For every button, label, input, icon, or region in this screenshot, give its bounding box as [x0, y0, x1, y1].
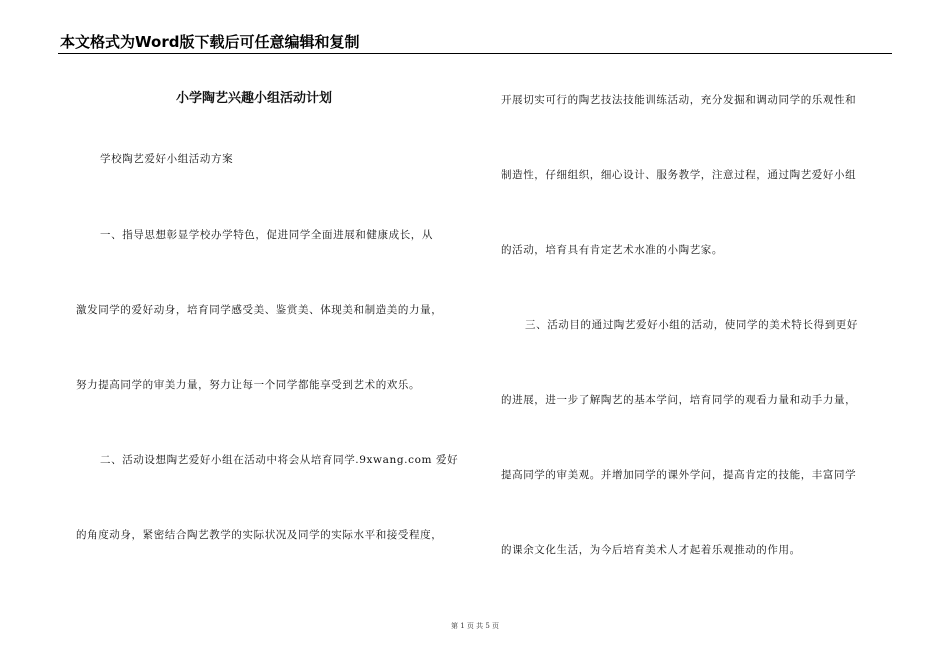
left-column-line: 一、指导思想彰显学校办学特色，促进同学全面进展和健康成长，从: [100, 229, 433, 241]
left-column-line: 努力提高同学的审美力量，努力让每一个同学都能享受到艺术的欢乐。: [76, 379, 421, 391]
right-column-line: 制造性，仔细组织，细心设计、服务教学，注意过程，通过陶艺爱好小组: [501, 169, 857, 181]
document-title: 小学陶艺兴趣小组活动计划: [176, 91, 333, 106]
right-column-line: 的活动，培育具有肯定艺术水准的小陶艺家。: [501, 244, 723, 256]
header-divider: [58, 53, 892, 54]
right-column-line: 的进展，进一步了解陶艺的基本学问，培育同学的观看力量和动手力量，: [501, 394, 857, 406]
left-column-line: 的角度动身，紧密结合陶艺教学的实际状况及同学的实际水平和接受程度，: [76, 529, 443, 541]
left-column-line: 学校陶艺爱好小组活动方案: [100, 153, 234, 165]
right-column-line: 开展切实可行的陶艺技法技能训练活动，充分发掘和调动同学的乐观性和: [501, 94, 857, 106]
page-number-footer: 第 1 页 共 5 页: [450, 622, 500, 630]
right-column-line: 提高同学的审美观。并增加同学的课外学问，提高肯定的技能，丰富同学: [501, 469, 857, 481]
right-column-line: 的课余文化生活，为今后培育美术人才起着乐观推动的作用。: [501, 544, 801, 556]
left-column-line: 激发同学的爱好动身，培育同学感受美、鉴赏美、体现美和制造美的力量，: [76, 304, 443, 316]
right-column-line: 三、活动目的通过陶艺爱好小组的活动，使同学的美术特长得到更好: [525, 319, 858, 331]
download-banner-text: 本文格式为Word版下载后可任意编辑和复制: [60, 33, 360, 51]
left-column-line: 二、活动设想陶艺爱好小组在活动中将会从培育同学.9xwang.com 爱好: [100, 454, 459, 466]
